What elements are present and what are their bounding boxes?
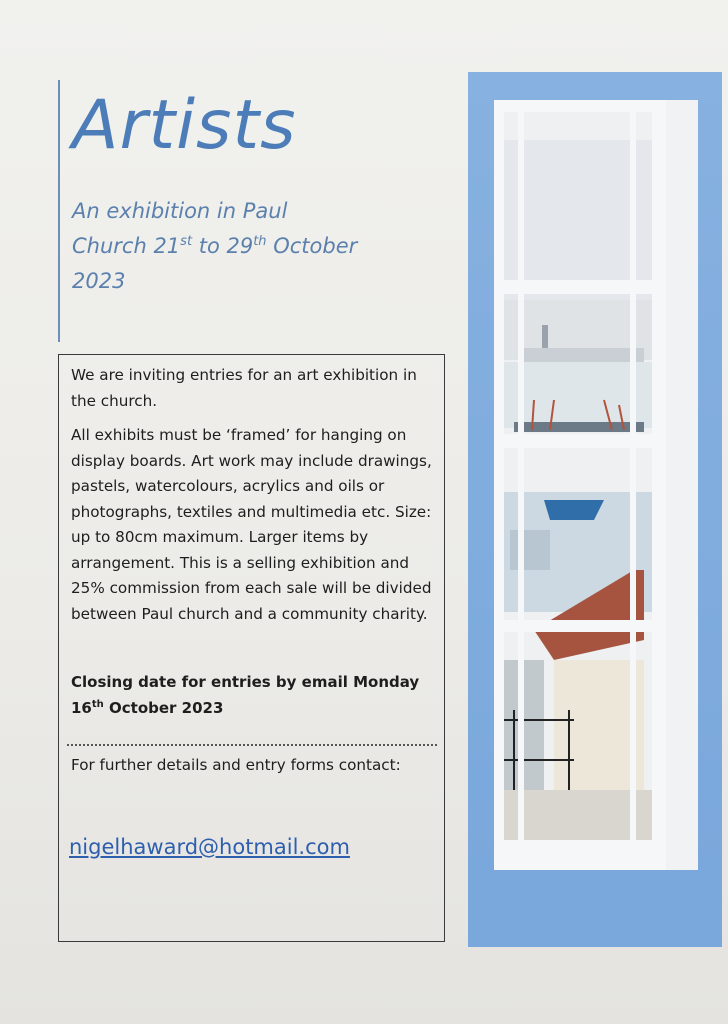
subtitle-line-2a: Church 21 xyxy=(72,234,181,258)
entry-info-box xyxy=(58,354,445,942)
closing-text-a: Closing date for entries by email Monday 16 xyxy=(71,673,420,717)
closing-text-b: October 2023 xyxy=(103,698,224,717)
subtitle-line-1: An exhibition in Paul xyxy=(72,199,288,223)
closing-date xyxy=(71,670,441,721)
details-paragraph: All exhibits must be ‘framed’ for hanging on display boards. Art work may include drawings, pastels, watercolours, acrylics and oils or photographs, textiles and multimedia etc. Size: up to 80cm maximum. Larger items by arrangement. This is a selling exhibition and 25% commission from each sale will be divided between Paul church and a community charity. xyxy=(71,426,432,623)
vertical-rule xyxy=(58,80,60,342)
window-painting xyxy=(494,100,698,870)
poster-title: Artists xyxy=(72,86,297,165)
closing-sup: th xyxy=(91,698,104,710)
intro-paragraph: We are inviting entries for an art exhibition in the church. xyxy=(71,366,417,410)
subtitle-sup-1: st xyxy=(180,234,193,249)
contact-email-link[interactable]: nigelhaward@hotmail.com xyxy=(69,835,350,859)
subtitle-line-2b: to 29 xyxy=(192,234,254,258)
painting-panel xyxy=(468,72,722,947)
subtitle-line-3: 2023 xyxy=(72,269,126,293)
contact-text: For further details and entry forms contact: xyxy=(71,756,401,774)
dotted-divider xyxy=(67,744,437,746)
poster-subtitle xyxy=(72,194,412,299)
subtitle-sup-2: th xyxy=(253,234,267,249)
subtitle-line-2c: October xyxy=(266,234,358,258)
